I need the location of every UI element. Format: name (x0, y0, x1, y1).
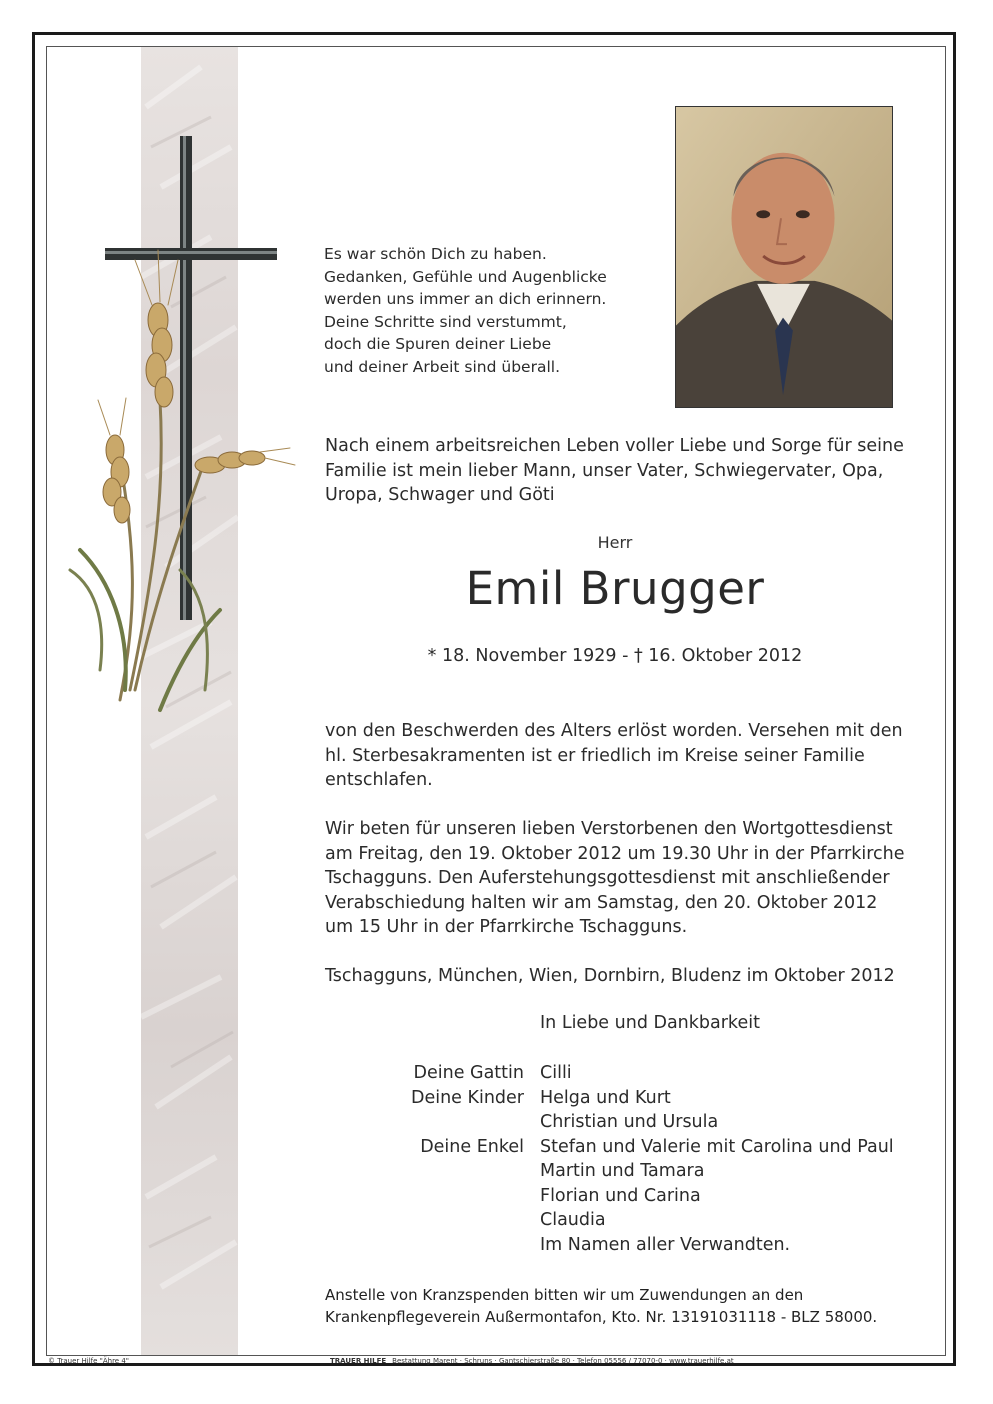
salutation: Herr (597, 533, 633, 552)
family-member: Helga und Kurt (540, 1087, 671, 1108)
places-text: Tschagguns, München, Wien, Dornbirn, Bludenz im Oktober 2012 (325, 966, 895, 986)
footer-brand: TRAUER HILFE (330, 1357, 387, 1365)
places-line (325, 964, 895, 989)
signoff: In Liebe und Dankbarkeit (540, 1013, 760, 1033)
passing-line: hl. Sterbesakramenten ist er friedlich im Kreise seiner Familie (325, 745, 865, 766)
family-member: Florian und Carina (540, 1185, 701, 1206)
passing-line: von den Beschwerden des Alters erlöst worden. Versehen mit den (325, 721, 903, 741)
family-member: Claudia (540, 1210, 606, 1230)
deceased-name: Emil Brugger (465, 562, 765, 615)
family-names (540, 1061, 572, 1086)
donation-note (325, 1284, 905, 1328)
life-dates: * 18. November 1929 - † 16. Oktober 2012 (427, 646, 803, 666)
family-member: Cilli (540, 1063, 572, 1083)
family-member: Stefan und Valerie mit Carolina und Paul (540, 1136, 894, 1157)
intro-line: Uropa, Schwager und Göti (325, 485, 555, 505)
footer-address: Bestattung Marent · Schruns · Gantschierstraße 80 · Telefon 05556 / 77070-0 · www.trauerhilfe.at (392, 1357, 734, 1365)
poem-line: werden uns immer an dich erinnern. (324, 290, 607, 308)
family-row (330, 1086, 910, 1135)
family-member: Christian und Ursula (540, 1112, 719, 1132)
family-row (330, 1135, 910, 1258)
footer-info (330, 1357, 734, 1365)
poem-line: Deine Schritte sind verstummt, (324, 312, 567, 331)
services-line: um 15 Uhr in der Pfarrkirche Tschagguns. (325, 917, 688, 937)
poem-line: und deiner Arbeit sind überall. (324, 357, 560, 376)
intro-line: Familie ist mein lieber Mann, unser Vater, Schwiegervater, Opa, (325, 460, 884, 481)
family-member: Martin und Tamara (540, 1161, 705, 1181)
family-member: Im Namen aller Verwandten. (540, 1234, 791, 1255)
poem-line: Es war schön Dich zu haben. (324, 245, 547, 263)
family-label: Deine Enkel (420, 1136, 524, 1157)
services-line: Tschagguns. Den Auferstehungsgottesdienst mit anschließender (325, 868, 890, 888)
family-list (330, 1061, 910, 1257)
passing-paragraph (325, 719, 903, 793)
note-line: Anstelle von Kranzspenden bitten wir um Zuwendungen an den (325, 1286, 804, 1304)
services-line: am Freitag, den 19. Oktober 2012 um 19.30 Uhr in der Pfarrkirche (325, 843, 905, 864)
family-names (540, 1135, 894, 1258)
services-paragraph (325, 817, 905, 940)
portrait-photo (675, 106, 893, 408)
services-line: Verabschiedung halten wir am Samstag, den 20. Oktober 2012 (325, 892, 878, 913)
family-label: Deine Kinder (410, 1087, 524, 1108)
footer-copyright: © Trauer Hilfe "Ähre 4" (48, 1357, 130, 1365)
family-label: Deine Gattin (413, 1063, 524, 1083)
poem-line: doch die Spuren deiner Liebe (324, 335, 552, 353)
passing-line: entschlafen. (325, 770, 433, 790)
cross-with-wheat (60, 130, 300, 720)
services-line: Wir beten für unseren lieben Verstorbenen den Wortgottesdienst (325, 819, 893, 839)
poem-line: Gedanken, Gefühle und Augenblicke (324, 267, 607, 286)
intro-paragraph (325, 434, 904, 508)
poem (324, 243, 664, 378)
family-row (330, 1061, 910, 1086)
intro-line: Nach einem arbeitsreichen Leben voller Liebe und Sorge für seine (325, 436, 904, 456)
family-names (540, 1086, 718, 1135)
note-line: Krankenpflegeverein Außermontafon, Kto. Nr. 13191031118 - BLZ 58000. (325, 1308, 878, 1326)
